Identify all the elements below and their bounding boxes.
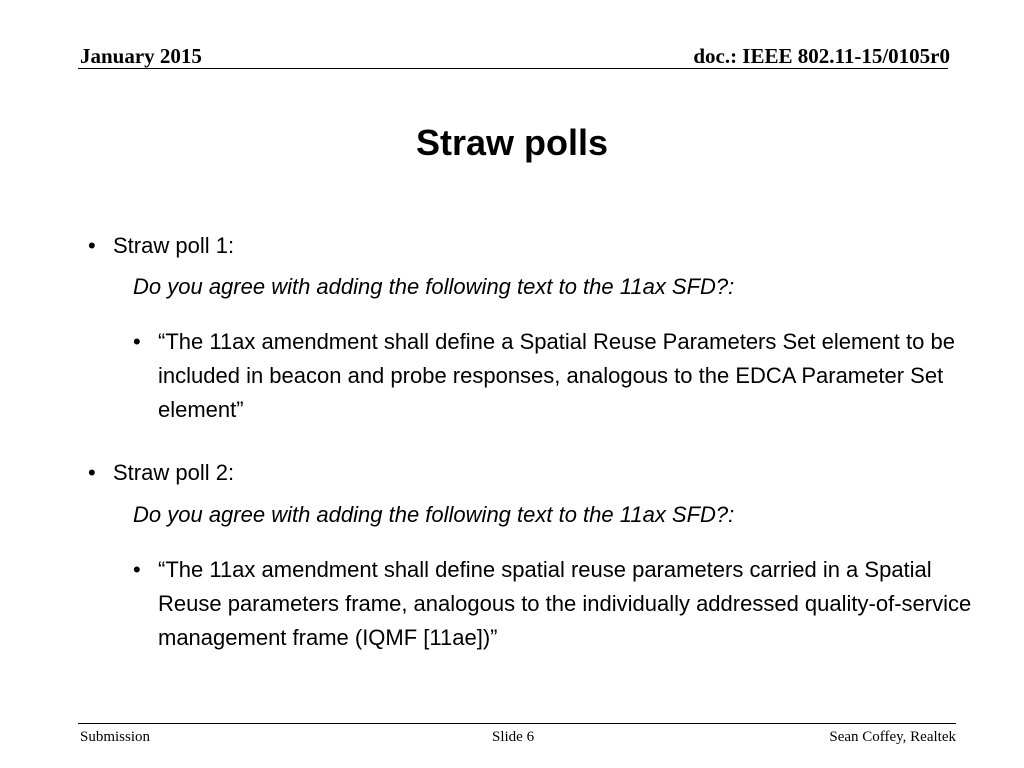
straw-poll-1-question: Do you agree with adding the following text to the 11ax SFD?: bbox=[133, 274, 735, 299]
straw-poll-2-text: “The 11ax amendment shall define spatial reuse parameters carried in a Spatial Reuse parameters frame, analogous to the individually addressed quality-of-service management frame (IQMF [11ae])” bbox=[158, 557, 972, 650]
straw-poll-2-question: Do you agree with adding the following text to the 11ax SFD?: bbox=[133, 502, 735, 527]
header-date: January 2015 bbox=[80, 44, 202, 68]
header-doc-id: doc.: IEEE 802.11-15/0105r0 bbox=[693, 44, 950, 68]
footer-submission: Submission bbox=[80, 729, 151, 745]
bullet-icon: • bbox=[88, 233, 96, 258]
footer-slide-number: Slide 6 bbox=[492, 729, 535, 745]
straw-poll-1-text-item bbox=[133, 325, 998, 427]
straw-poll-1-text: “The 11ax amendment shall define a Spatial Reuse Parameters Set element to be included in beacon and probe responses, analogous to the EDCA Parameter Set element” bbox=[158, 329, 955, 422]
straw-poll-1-item bbox=[88, 229, 234, 263]
header-divider bbox=[78, 68, 948, 69]
bullet-icon: • bbox=[133, 557, 141, 582]
straw-poll-2-text-item bbox=[133, 553, 998, 655]
straw-poll-2-label: Straw poll 2: bbox=[113, 460, 235, 485]
bullet-icon: • bbox=[88, 460, 96, 485]
straw-poll-1-label: Straw poll 1: bbox=[113, 233, 235, 258]
bullet-icon: • bbox=[133, 329, 141, 354]
straw-poll-2-item bbox=[88, 456, 234, 490]
slide-title: Straw polls bbox=[415, 122, 609, 163]
footer-divider bbox=[78, 723, 956, 724]
footer-author: Sean Coffey, Realtek bbox=[829, 729, 956, 745]
